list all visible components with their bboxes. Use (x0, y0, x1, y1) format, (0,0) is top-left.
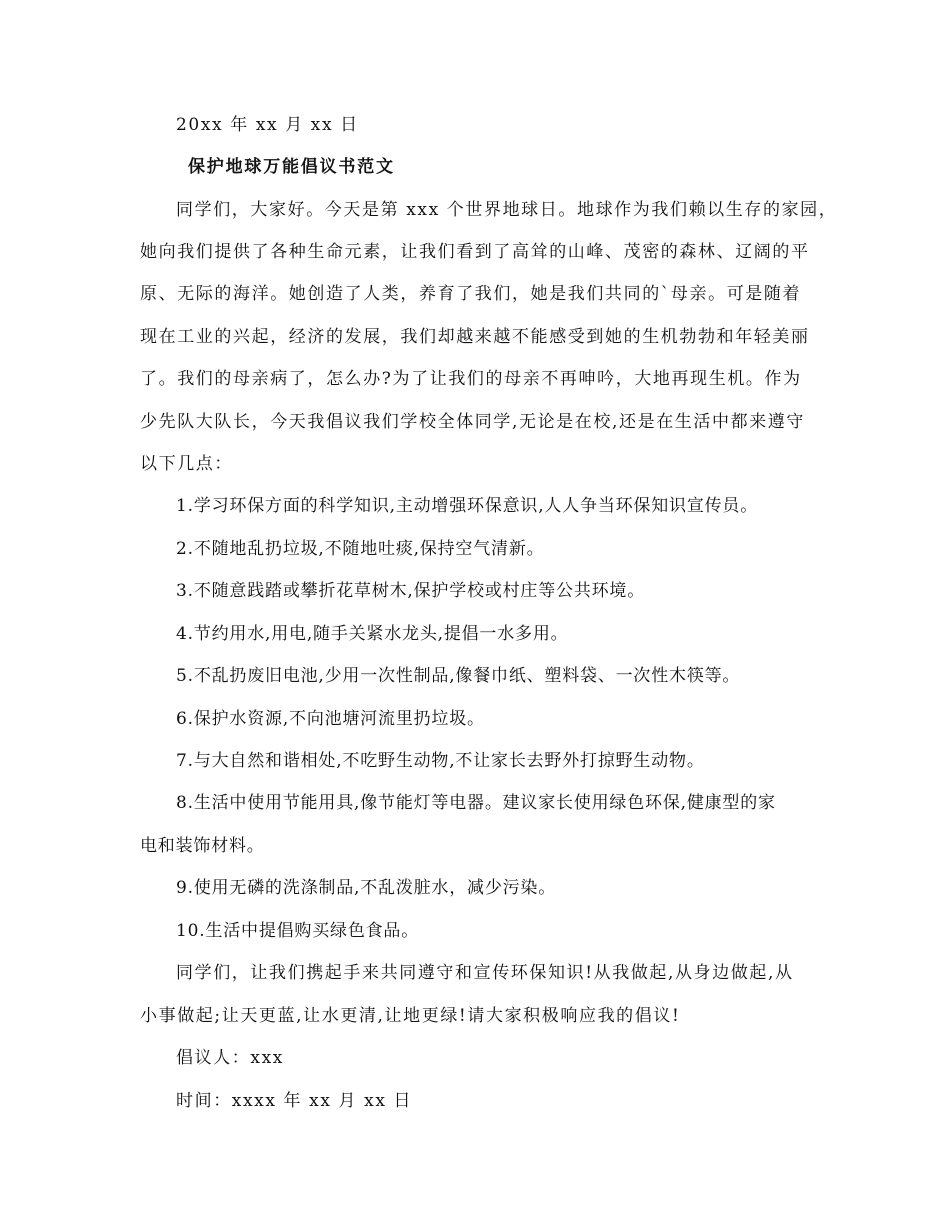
closing-line: 小事做起;让天更蓝,让水更清,让地更绿!请大家积极响应我的倡议! (140, 1006, 681, 1026)
list-item: 6.保护水资源,不向池塘河流里扔垃圾。 (176, 709, 485, 729)
intro-line: 以下几点： (140, 454, 233, 474)
date-line: 20xx 年 xx 月 xx 日 (176, 115, 359, 135)
intro-line: 她向我们提供了各种生命元素，让我们看到了高耸的山峰、茂密的森林、辽阔的平 (140, 242, 810, 262)
intro-line: 原、无际的海洋。她创造了人类，养育了我们，她是我们共同的`母亲。可是随着 (140, 284, 802, 304)
intro-line: 现在工业的兴起，经济的发展，我们却越来越不能感受到她的生机勃勃和年轻美丽 (140, 327, 810, 347)
list-item: 4.节约用水,用电,随手关紧水龙头,提倡一水多用。 (176, 624, 569, 644)
closing-line: 同学们，让我们携起手来共同遵守和宣传环保知识!从我做起,从身边做起,从 (176, 963, 794, 983)
document-title: 保护地球万能倡议书范文 (188, 157, 395, 177)
list-item: 5.不乱扔废旧电池,少用一次性制品,像餐巾纸、塑料袋、一次性木筷等。 (176, 666, 741, 686)
list-item: 8.生活中使用节能用具,像节能灯等电器。建议家长使用绿色环保,健康型的家 (176, 793, 776, 813)
time-line: 时间：xxxx 年 xx 月 xx 日 (176, 1091, 413, 1111)
list-item-continuation: 电和装饰材料。 (140, 836, 265, 856)
intro-line: 了。我们的母亲病了，怎么办?为了让我们的母亲不再呻吟，大地再现生机。作为 (140, 369, 802, 389)
list-item: 10.生活中提倡购买绿色食品。 (176, 921, 420, 941)
intro-line: 同学们，大家好。今天是第 xxx 个世界地球日。地球作为我们赖以生存的家园， (176, 200, 838, 220)
intro-line: 少先队大队长，今天我倡议我们学校全体同学,无论是在校,还是在生活中都来遵守 (140, 412, 806, 432)
list-item: 3.不随意践踏或攀折花草树木,保护学校或村庄等公共环境。 (176, 581, 646, 601)
list-item: 7.与大自然和谐相处,不吃野生动物,不让家长去野外打掠野生动物。 (176, 751, 705, 771)
list-item: 2.不随地乱扔垃圾,不随地吐痰,保持空气清新。 (176, 539, 545, 559)
list-item: 9.使用无磷的洗涤制品,不乱泼脏水，减少污染。 (176, 878, 557, 898)
list-item: 1.学习环保方面的科学知识,主动增强环保意识,人人争当环保知识宣传员。 (176, 496, 759, 516)
signature-line: 倡议人：xxx (176, 1048, 284, 1068)
